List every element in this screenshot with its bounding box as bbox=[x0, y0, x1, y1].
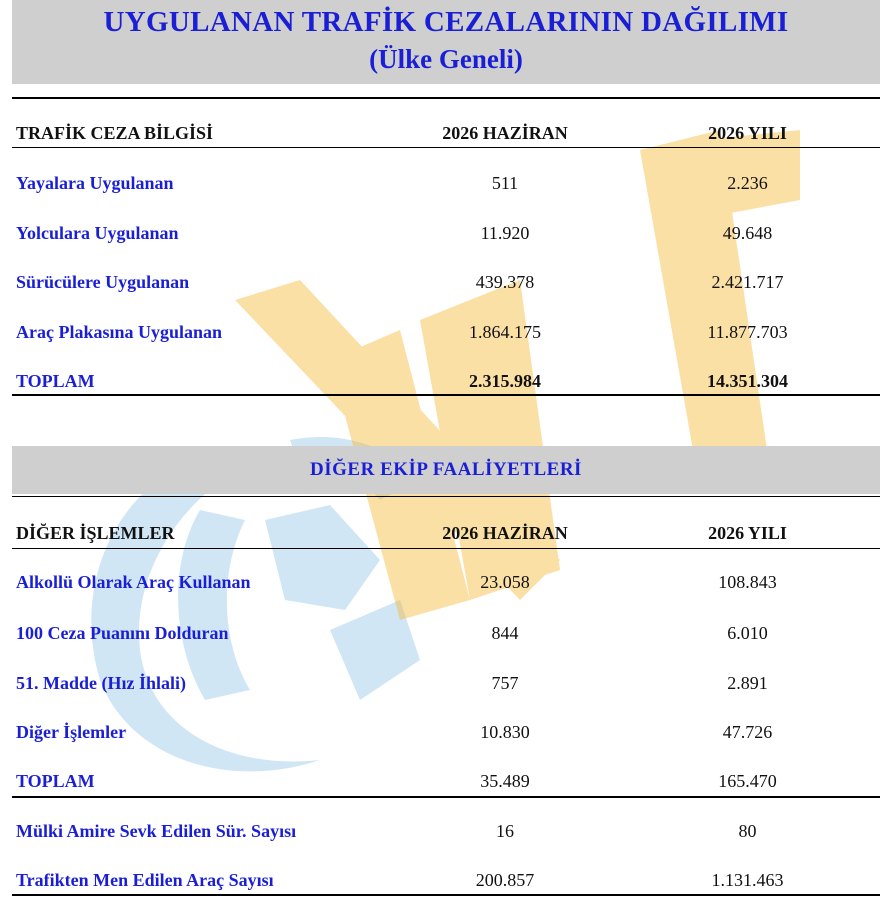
table2-total-haziran: 35.489 bbox=[480, 771, 530, 791]
table-row-yili: 2.891 bbox=[727, 673, 768, 693]
table-row-label: Diğer İşlemler bbox=[16, 722, 127, 742]
table2-header-yili: 2026 YILI bbox=[708, 523, 787, 543]
section-banner bbox=[12, 446, 880, 494]
table2-total-label: TOPLAM bbox=[16, 771, 95, 791]
table-row-label: 51. Madde (Hız İhlali) bbox=[16, 673, 186, 693]
table-row-yili: 108.843 bbox=[718, 572, 777, 592]
table-row-haziran: 16 bbox=[496, 821, 514, 841]
table1-total-haziran: 2.315.984 bbox=[469, 371, 541, 391]
table-row-label: Alkollü Olarak Araç Kullanan bbox=[16, 572, 251, 592]
table-row-label: 100 Ceza Puanını Dolduran bbox=[16, 623, 229, 643]
page-title: UYGULANAN TRAFİK CEZALARININ DAĞILIMI bbox=[103, 6, 789, 38]
section-title: DİĞER EKİP FAALİYETLERİ bbox=[310, 459, 582, 480]
table-row-label: Sürücülere Uygulanan bbox=[16, 272, 190, 292]
table-row-haziran: 23.058 bbox=[480, 572, 530, 592]
divider bbox=[12, 548, 880, 549]
table-row-haziran: 844 bbox=[491, 623, 519, 643]
table2-total-yili: 165.470 bbox=[718, 771, 777, 791]
table1-header-label: TRAFİK CEZA BİLGİSİ bbox=[16, 123, 214, 143]
table-row-yili: 2.421.717 bbox=[711, 272, 784, 292]
title-banner bbox=[12, 0, 880, 84]
table1-total-yili: 14.351.304 bbox=[707, 371, 788, 391]
divider bbox=[12, 97, 880, 99]
divider bbox=[12, 147, 880, 148]
table2-header-label: DİĞER İŞLEMLER bbox=[16, 523, 175, 543]
table-row-label: Yolculara Uygulanan bbox=[16, 223, 179, 243]
divider bbox=[12, 496, 880, 497]
table2-header-haziran: 2026 HAZİRAN bbox=[442, 523, 568, 543]
table-row-haziran: 200.857 bbox=[475, 870, 535, 890]
table-row-label: Araç Plakasına Uygulanan bbox=[16, 322, 223, 342]
table-row-haziran: 757 bbox=[491, 673, 519, 693]
divider bbox=[12, 894, 880, 896]
table-row-yili: 2.236 bbox=[727, 173, 768, 193]
table-row-haziran: 1.864.175 bbox=[469, 322, 541, 342]
table-row-label: Yayalara Uygulanan bbox=[16, 173, 174, 193]
table-row-haziran: 10.830 bbox=[480, 722, 530, 742]
table-row-haziran: 11.920 bbox=[480, 223, 530, 243]
table1-total-label: TOPLAM bbox=[16, 371, 95, 391]
table-row-yili: 47.726 bbox=[722, 722, 773, 742]
table1-header-yili: 2026 YILI bbox=[708, 123, 787, 143]
divider bbox=[12, 394, 880, 396]
divider bbox=[12, 796, 880, 798]
page-subtitle: (Ülke Geneli) bbox=[369, 44, 523, 74]
table-row-label: Mülki Amire Sevk Edilen Sür. Sayısı bbox=[16, 821, 297, 841]
table-row-haziran: 439.378 bbox=[475, 272, 535, 292]
table-row-yili: 6.010 bbox=[727, 623, 768, 643]
table-row-label: Trafikten Men Edilen Araç Sayısı bbox=[16, 870, 274, 890]
table1-header-haziran: 2026 HAZİRAN bbox=[442, 123, 568, 143]
table-row-yili: 1.131.463 bbox=[711, 870, 784, 890]
table-row-yili: 49.648 bbox=[722, 223, 773, 243]
table-row-yili: 80 bbox=[738, 821, 757, 841]
table-row-haziran: 511 bbox=[491, 173, 519, 193]
table-row-yili: 11.877.703 bbox=[707, 322, 788, 342]
